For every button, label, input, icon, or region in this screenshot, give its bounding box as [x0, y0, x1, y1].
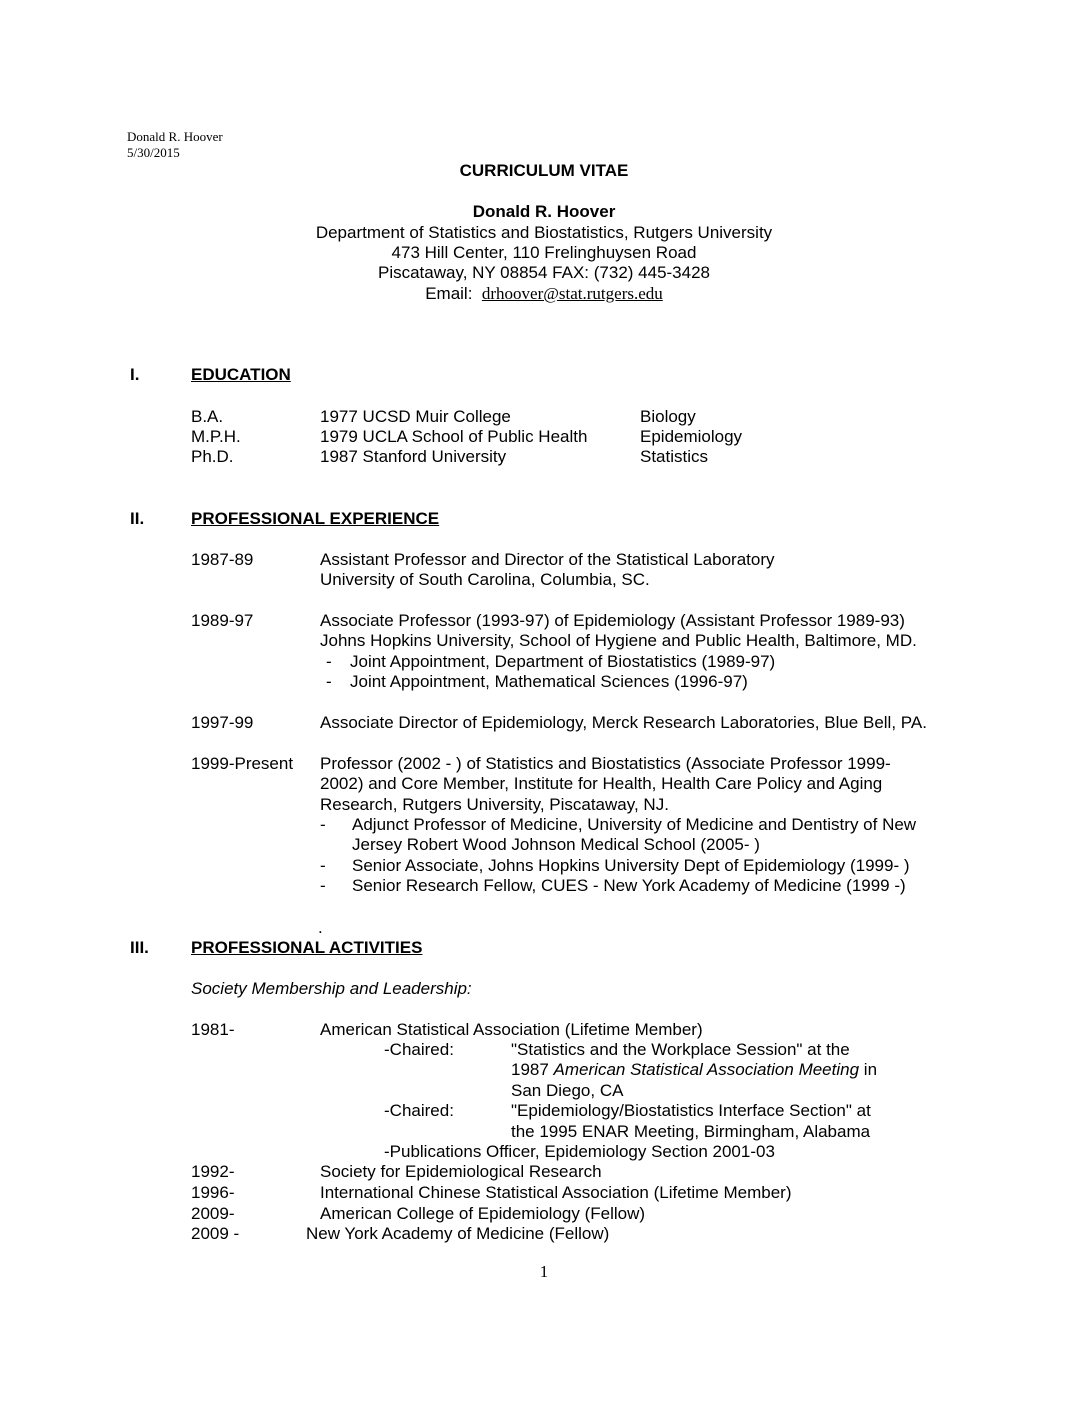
stray-dot: . [318, 918, 323, 937]
chaired-detail: "Statistics and the Workplace Session" at the [511, 1040, 850, 1059]
section-number-education: I. [130, 365, 140, 384]
experience-line: Associate Professor (1993-97) of Epidemiology (Assistant Professor 1989-93) [320, 611, 905, 630]
education-degree: M.P.H. [191, 427, 241, 446]
page-number: 1 [539, 1262, 549, 1281]
membership-org: American College of Epidemiology (Fellow) [320, 1204, 646, 1223]
chaired-detail: "Epidemiology/Biostatistics Interface Section" at [511, 1101, 871, 1120]
chaired-detail: San Diego, CA [511, 1081, 624, 1100]
chaired-detail: the 1995 ENAR Meeting, Birmingham, Alabama [511, 1122, 871, 1141]
publications-officer: -Publications Officer, Epidemiology Section 2001-03 [384, 1142, 775, 1161]
email-link[interactable]: drhoover@stat.rutgers.edu [481, 284, 663, 303]
bullet-dash: - [326, 652, 332, 671]
bullet-dash: - [326, 672, 332, 691]
experience-line: Associate Director of Epidemiology, Merck Research Laboratories, Blue Bell, PA. [320, 713, 927, 732]
experience-bullet-item: Joint Appointment, Department of Biostatistics (1989-97) [350, 652, 776, 671]
chaired-detail-meeting: American Statistical Association Meeting [553, 1060, 860, 1079]
membership-org: American Statistical Association (Lifetime Member) [320, 1020, 703, 1039]
bullet-dash: - [320, 815, 326, 834]
chaired-detail-pre: 1987 [511, 1060, 554, 1079]
membership-org: New York Academy of Medicine (Fellow) [306, 1224, 610, 1243]
membership-year: 1996- [191, 1183, 235, 1202]
department: Department of Statistics and Biostatistics, Rutgers University [315, 223, 773, 242]
membership-year: 1992- [191, 1162, 235, 1181]
experience-line: Assistant Professor and Director of the Statistical Laboratory [320, 550, 775, 569]
membership-year: 2009- [191, 1204, 235, 1223]
email-line [0, 284, 1088, 304]
address-line-1: 473 Hill Center, 110 Frelinghuysen Road [391, 243, 697, 262]
education-degree: B.A. [191, 407, 224, 426]
email-label: Email: [425, 284, 473, 303]
experience-years: 1999-Present [191, 754, 294, 773]
document-date: 5/30/2015 [127, 145, 180, 160]
education-detail: 1979 UCLA School of Public Health [320, 427, 588, 446]
experience-years: 1989-97 [191, 611, 254, 630]
activities-subtitle: Society Membership and Leadership: [191, 979, 472, 998]
experience-line: University of South Carolina, Columbia, SC. [320, 570, 650, 589]
experience-line: Johns Hopkins University, School of Hygiene and Public Health, Baltimore, MD. [320, 631, 917, 650]
page-title: CURRICULUM VITAE [459, 161, 629, 180]
person-name: Donald R. Hoover [472, 202, 616, 221]
bullet-dash: - [320, 876, 326, 895]
education-field: Biology [640, 407, 696, 426]
chaired-detail [511, 1060, 877, 1080]
chaired-label: -Chaired: [384, 1101, 454, 1120]
chaired-detail-post: in [859, 1060, 878, 1079]
experience-line: Research, Rutgers University, Piscataway, NJ. [320, 795, 669, 814]
education-detail: 1987 Stanford University [320, 447, 507, 466]
education-field: Statistics [640, 447, 709, 466]
education-field: Epidemiology [640, 427, 743, 446]
author-name: Donald R. Hoover [127, 129, 223, 144]
experience-line: Professor (2002 - ) of Statistics and Biostatistics (Associate Professor 1999- [320, 754, 891, 773]
section-title-education: EDUCATION [191, 365, 291, 384]
section-number-experience: II. [130, 509, 145, 528]
experience-years: 1997-99 [191, 713, 254, 732]
experience-years: 1987-89 [191, 550, 254, 569]
section-title-experience: PROFESSIONAL EXPERIENCE [191, 509, 440, 528]
experience-bullet-item: Joint Appointment, Mathematical Sciences (1996-97) [350, 672, 748, 691]
membership-year: 1981- [191, 1020, 235, 1039]
section-title-activities: PROFESSIONAL ACTIVITIES [191, 938, 423, 957]
experience-bullet-item: Jersey Robert Wood Johnson Medical School (2005- ) [352, 835, 760, 854]
bullet-dash: - [320, 856, 326, 875]
education-detail: 1977 UCSD Muir College [320, 407, 511, 426]
section-number-activities: III. [130, 938, 149, 957]
experience-bullet-item: Adjunct Professor of Medicine, University of Medicine and Dentistry of New [352, 815, 917, 834]
experience-bullet-item: Senior Research Fellow, CUES - New York Academy of Medicine (1999 -) [352, 876, 906, 895]
membership-org: International Chinese Statistical Association (Lifetime Member) [320, 1183, 792, 1202]
experience-bullet-item: Senior Associate, Johns Hopkins University Dept of Epidemiology (1999- ) [352, 856, 910, 875]
chaired-label: -Chaired: [384, 1040, 454, 1059]
experience-line: 2002) and Core Member, Institute for Health, Health Care Policy and Aging [320, 774, 883, 793]
education-degree: Ph.D. [191, 447, 234, 466]
address-line-2: Piscataway, NY 08854 FAX: (732) 445-3428 [377, 263, 710, 282]
membership-year: 2009 - [191, 1224, 240, 1243]
membership-org: Society for Epidemiological Research [320, 1162, 602, 1181]
